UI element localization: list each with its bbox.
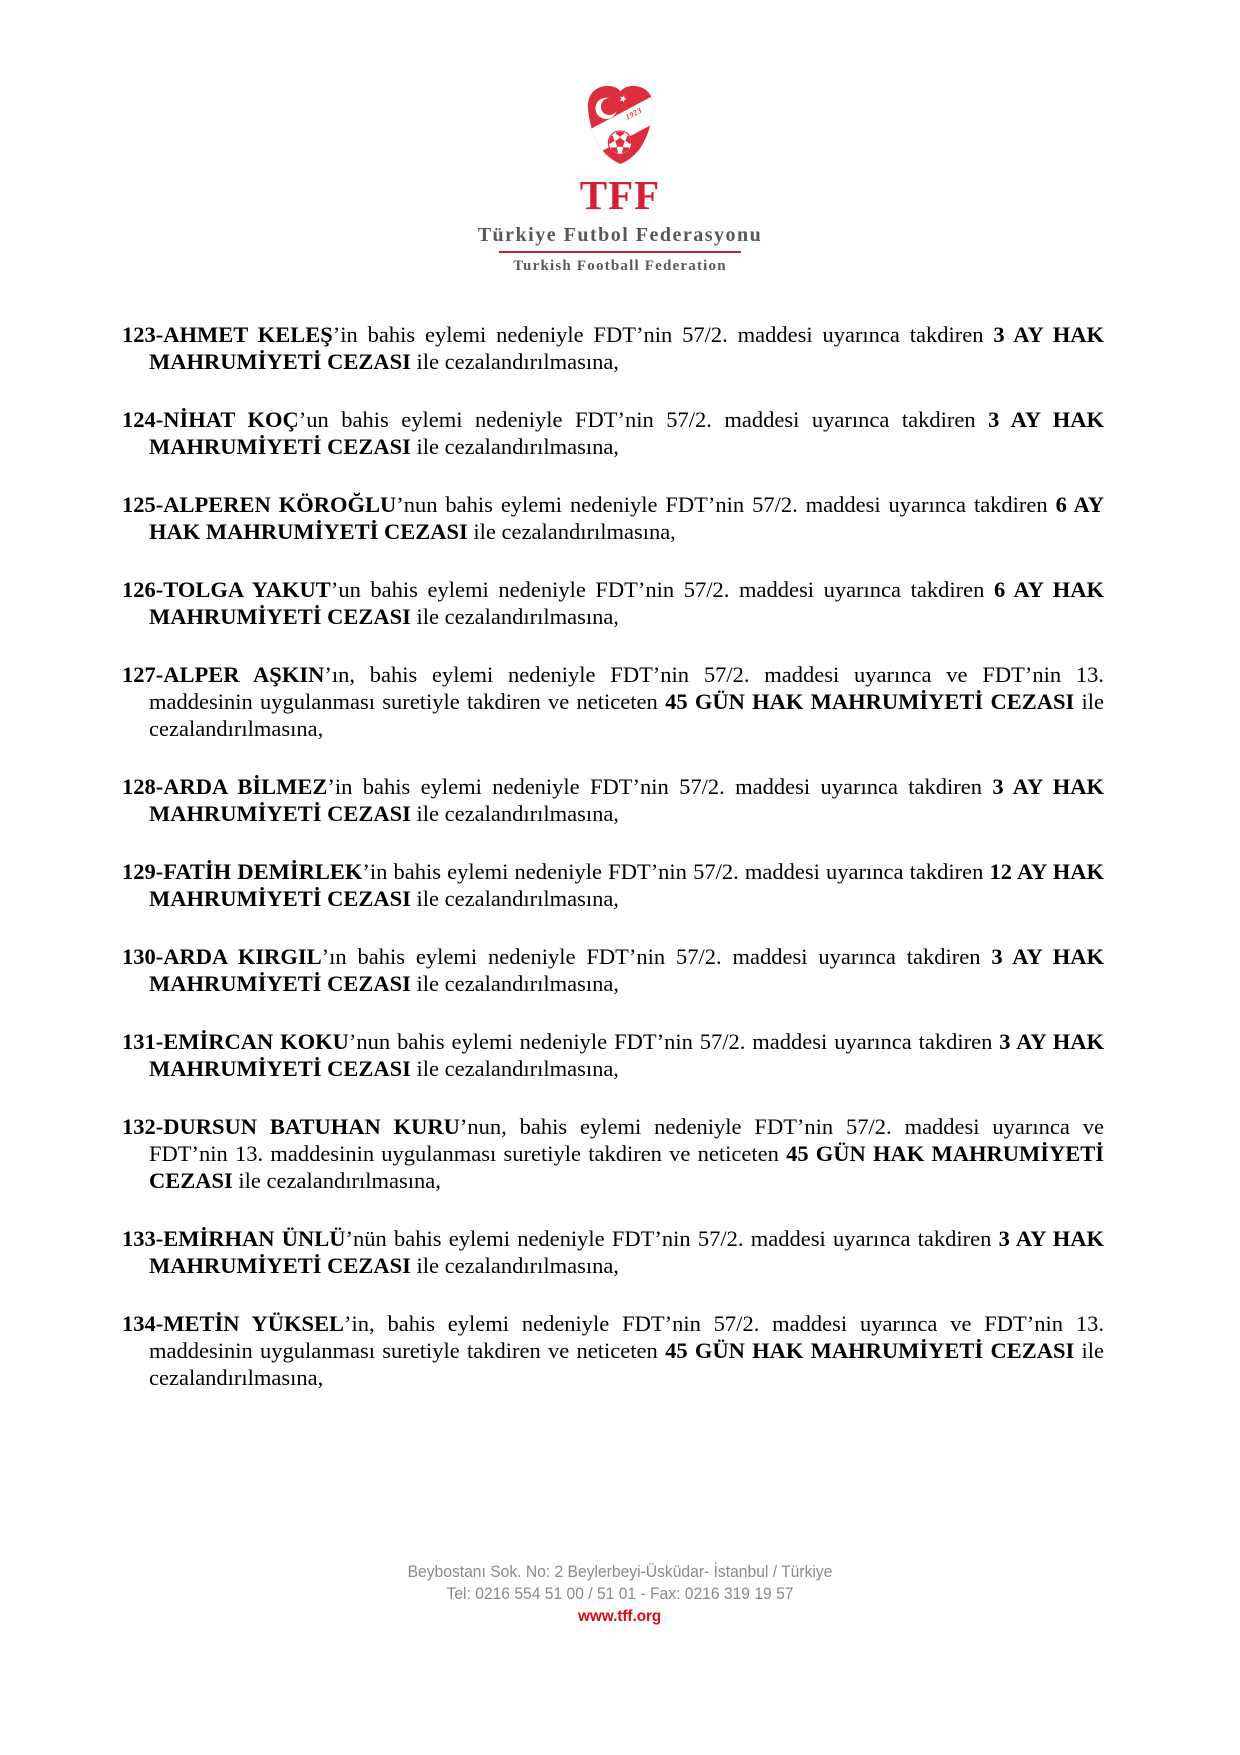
decision-lead-text: ’in bahis eylemi nedeniyle FDT’nin 57/2. maddesi uyarınca takdiren [332,322,984,347]
decision-item [122,661,1104,742]
decision-penalty: 12 AY HAK MAHRUMİYETİ CEZASI [149,859,1104,911]
decision-item [122,1225,1104,1279]
decision-tail-text: ile cezalandırılmasına, [473,519,676,544]
decision-number-name: 124-NİHAT KOÇ [122,407,299,432]
decision-tail-text: ile cezalandırılmasına, [416,971,619,996]
org-name-turkish: Türkiye Futbol Federasyonu [477,224,763,246]
decision-lead-text: ’in bahis eylemi nedeniyle FDT’nin 57/2. maddesi uyarınca takdiren [327,774,983,799]
decision-tail-text: ile cezalandırılmasına, [238,1168,441,1193]
letterhead-divider [499,251,741,253]
decision-number-name: 127-ALPER AŞKIN [122,662,325,687]
decision-number-name: 133-EMİRHAN ÜNLÜ [122,1226,346,1251]
decision-lead-text: ’in bahis eylemi nedeniyle FDT’nin 57/2. maddesi uyarınca takdiren [362,859,984,884]
decision-number-name: 126-TOLGA YAKUT [122,577,331,602]
decision-item [122,406,1104,460]
decision-lead-text: ’ın bahis eylemi nedeniyle FDT’nin 57/2. maddesi uyarınca takdiren [321,944,981,969]
decision-item [122,1310,1104,1391]
decisions-list [122,321,1104,1422]
decision-lead-text: ’nun bahis eylemi nedeniyle FDT’nin 57/2. maddesi uyarınca takdiren [348,1029,993,1054]
decision-tail-text: ile cezalandırılmasına, [416,801,619,826]
decision-tail-text: ile cezalandırılmasına, [149,1338,1105,1390]
decision-number-name: 132-DURSUN BATUHAN KURU [122,1114,460,1139]
decision-penalty: 45 GÜN HAK MAHRUMİYETİ CEZASI [149,1141,1104,1193]
footer-website-link[interactable]: www.tff.org [578,1608,662,1625]
decision-number-name: 125-ALPEREN KÖROĞLU [122,492,397,517]
decision-tail-text: ile cezalandırılmasına, [416,349,619,374]
decision-number-name: 123-AHMET KELEŞ [122,322,333,347]
footer-address: Beybostanı Sok. No: 2 Beylerbeyi-Üsküdar- İstanbul / Türkiye [407,1562,833,1581]
decision-penalty: 6 AY HAK MAHRUMİYETİ CEZASI [149,492,1104,544]
decision-number-name: 129-FATİH DEMİRLEK [122,859,363,884]
decision-lead-text: ’in, bahis eylemi nedeniyle FDT’nin 57/2. maddesi uyarınca ve FDT’nin 13. maddesinin uygulanması suretiyle takdiren ve neticeten [149,1311,1104,1363]
decision-item [122,1113,1104,1194]
decision-penalty: 3 AY HAK MAHRUMİYETİ CEZASI [149,1226,1105,1278]
footer-phone-fax: Tel: 0216 554 51 00 / 51 01 - Fax: 0216 319 19 57 [446,1584,794,1603]
decision-number-name: 130-ARDA KIRGIL [122,944,322,969]
decision-item [122,773,1104,827]
decision-lead-text: ’nun, bahis eylemi nedeniyle FDT’nin 57/2. maddesi uyarınca ve FDT’nin 13. maddesinin uygulanması suretiyle takdiren ve neticeten [149,1114,1104,1166]
decision-penalty: 45 GÜN HAK MAHRUMİYETİ CEZASI [665,689,1075,714]
decision-tail-text: ile cezalandırılmasına, [416,604,619,629]
decision-lead-text: ’nun bahis eylemi nedeniyle FDT’nin 57/2. maddesi uyarınca takdiren [396,492,1048,517]
decision-penalty: 3 AY HAK MAHRUMİYETİ CEZASI [149,407,1105,459]
crest-year-label: 1923 [623,105,644,122]
decision-lead-text: ’nün bahis eylemi nedeniyle FDT’nin 57/2. maddesi uyarınca takdiren [345,1226,992,1251]
decision-item [122,491,1104,545]
decision-item [122,943,1104,997]
page-footer [0,1561,1240,1626]
decision-number-name: 128-ARDA BİLMEZ [122,774,328,799]
decision-lead-text: ’ın, bahis eylemi nedeniyle FDT’nin 57/2. maddesi uyarınca ve FDT’nin 13. maddesinin uygulanması suretiyle takdiren ve neticeten [149,662,1104,714]
decision-penalty: 3 AY HAK MAHRUMİYETİ CEZASI [149,322,1105,374]
decision-lead-text: ’un bahis eylemi nedeniyle FDT’nin 57/2. maddesi uyarınca takdiren [298,407,976,432]
decision-number-name: 131-EMİRCAN KOKU [122,1029,349,1054]
decision-item [122,576,1104,630]
decision-item [122,1028,1104,1082]
org-abbreviation: TFF [579,172,661,218]
decision-number-name: 134-METİN YÜKSEL [122,1311,345,1336]
decision-lead-text: ’un bahis eylemi nedeniyle FDT’nin 57/2. maddesi uyarınca takdiren [330,577,985,602]
decision-tail-text: ile cezalandırılmasına, [416,434,619,459]
decision-penalty: 6 AY HAK MAHRUMİYETİ CEZASI [149,577,1105,629]
decision-penalty: 3 AY HAK MAHRUMİYETİ CEZASI [149,1029,1104,1081]
decision-penalty: 3 AY HAK MAHRUMİYETİ CEZASI [149,774,1104,826]
letterhead [0,84,1240,275]
org-name-english: Turkish Football Federation [513,258,727,274]
decision-tail-text: ile cezalandırılmasına, [149,689,1105,741]
tff-crest-logo [583,84,658,166]
decision-item [122,321,1104,375]
decision-tail-text: ile cezalandırılmasına, [416,886,619,911]
decision-penalty: 45 GÜN HAK MAHRUMİYETİ CEZASI [665,1338,1075,1363]
decision-item [122,858,1104,912]
decision-penalty: 3 AY HAK MAHRUMİYETİ CEZASI [149,944,1104,996]
decision-tail-text: ile cezalandırılmasına, [416,1253,619,1278]
decision-tail-text: ile cezalandırılmasına, [416,1056,619,1081]
